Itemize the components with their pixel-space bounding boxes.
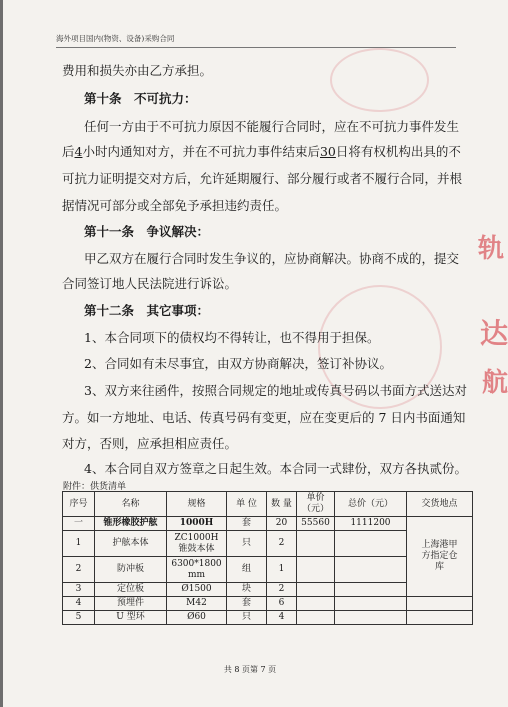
supply-list-table [62, 491, 473, 625]
text-line: 可抗力证明提交对方后，允许延期履行、部分履行或者不履行合同，并根 [62, 171, 463, 186]
page-footer: 共 8 页第 7 页 [223, 665, 277, 674]
text-line: 甲乙双方在履行合同时发生争议的，应协商解决。协商不成的，提交 [84, 251, 460, 266]
col-header: 名称 [95, 492, 167, 517]
text-line: 费用和损失亦由乙方承担。 [62, 63, 213, 78]
col-header: 单 位 [227, 492, 267, 517]
text-line: 据情况可部分或全部免予承担违约责任。 [62, 198, 288, 213]
text-line: 1、本合同项下的债权均不得转让，也不得用于担保。 [84, 330, 380, 345]
col-header: 序号 [63, 492, 95, 517]
running-header: 海外项目国内(物资、设备)采购合同 [56, 33, 456, 48]
col-header: 交货地点 [407, 492, 473, 517]
col-header: 总价（元） [335, 492, 407, 517]
table-row: 4 预埋件 M42 套 6 [63, 597, 473, 611]
scan-edge [0, 0, 3, 707]
table-row: 2 防冲板 6300*1800 mm 组 1 [63, 557, 473, 583]
seal-stamp [330, 48, 429, 112]
table-row: 1 护舷本体 ZC1000H 锥鼓本体 只 2 [63, 531, 473, 557]
red-stamp-mark: 达 [480, 317, 508, 350]
table-row: 5 U 型环 Ø60 只 4 [63, 611, 473, 625]
article-heading: 第十一条 争议解决： [84, 224, 210, 239]
delivery-location-cell: 上海港甲 方指定仓 库 [407, 517, 473, 597]
text-line: 后4小时内通知对方，并在不可抗力事件结束后30日将有权机构出具的不 [62, 144, 461, 159]
table-row: 一 锥形橡胶护舷 1000H 套 20 55560 1111200 上海港甲 方指定仓 库 [63, 517, 473, 531]
table-caption: 附件：供货清单 [63, 482, 127, 492]
text-line: 方。如一方地址、电话、传真号码有变更，应在变更后的 7 日内书面通知 [62, 410, 466, 425]
text-line: 4、本合同自双方签章之日起生效。本合同一式肆份，双方各执贰份。 [84, 461, 467, 476]
table-row: 3 定位板 Ø1500 块 2 [63, 583, 473, 597]
col-header: 规格 [167, 492, 227, 517]
table-header-row [63, 492, 473, 517]
text-line: 2、合同如有未尽事宜，由双方协商解决，签订补协议。 [84, 356, 392, 371]
red-stamp-mark: 航 [482, 368, 508, 398]
col-header: 数 量 [267, 492, 297, 517]
text-line: 对方，否则，应承担相应责任。 [62, 436, 238, 451]
col-header: 单价 （元） [297, 492, 335, 517]
text-line: 任何一方由于不可抗力原因不能履行合同时，应在不可抗力事件发生 [84, 119, 460, 134]
article-heading: 第十二条 其它事项： [84, 303, 210, 318]
text-line: 3、双方来往函件，按照合同规定的地址或传真号码以书面方式送达对 [84, 383, 467, 398]
red-stamp-mark: 轨 [478, 234, 505, 264]
text-line: 合同签订地人民法院进行诉讼。 [62, 276, 238, 291]
article-heading: 第十条 不可抗力： [84, 91, 197, 106]
